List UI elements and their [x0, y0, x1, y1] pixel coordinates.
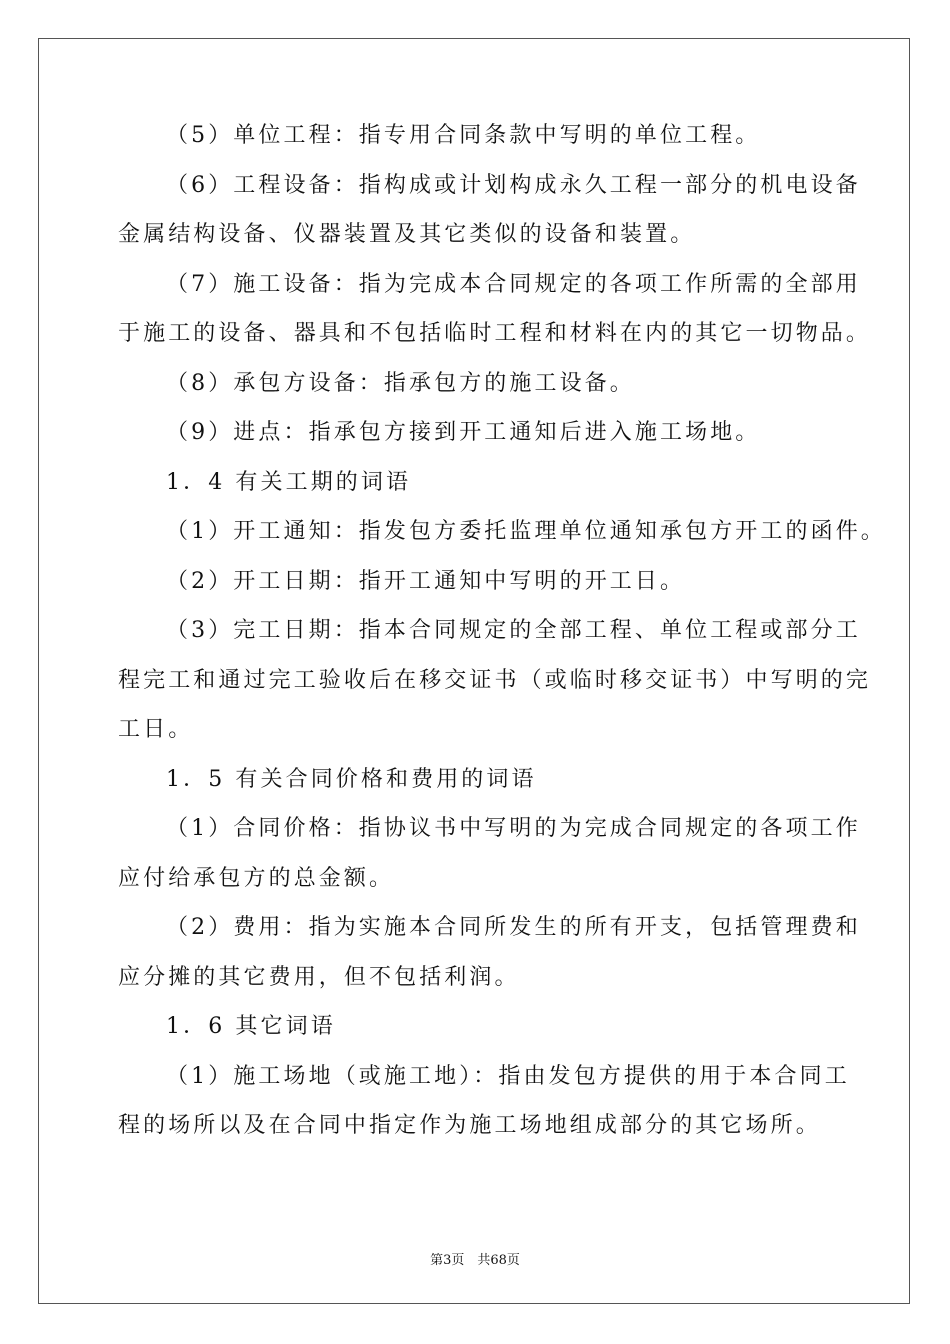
text-line: 应分摊的其它费用，但不包括利润。: [118, 964, 520, 990]
text-line: （1）施工场地（或施工地）：指由发包方提供的用于本合同工: [166, 1063, 850, 1089]
text-line: （3）完工日期：指本合同规定的全部工程、单位工程或部分工: [166, 618, 861, 643]
text-line: 1．5 有关合同价格和费用的词语: [166, 766, 537, 792]
text-line: （2）费用：指为实施本合同所发生的所有开支，包括管理费和: [166, 915, 861, 940]
text-line: （8）承包方设备：指承包方的施工设备。: [166, 370, 635, 396]
text-line: （2）开工日期：指开工通知中写明的开工日。: [166, 568, 686, 594]
text-line: （7）施工设备：指为完成本合同规定的各项工作所需的全部用: [166, 271, 861, 297]
text-line: （1）合同价格：指协议书中写明的为完成合同规定的各项工作: [166, 816, 861, 841]
page-footer: 第3页 共68页: [430, 1253, 520, 1268]
document-body: [118, 123, 886, 1164]
text-line: 1．4 有关工期的词语: [166, 469, 412, 495]
text-line: （9）进点：指承包方接到开工通知后进入施工场地。: [166, 420, 761, 445]
text-line: （1）开工通知：指发包方委托监理单位通知承包方开工的函件。: [166, 519, 886, 544]
text-line: 程完工和通过完工验收后在移交证书（或临时移交证书）中写明的完: [118, 667, 872, 693]
text-line: 于施工的设备、器具和不包括临时工程和材料在内的其它一切物品。: [118, 321, 872, 346]
text-line: 应付给承包方的总金额。: [118, 865, 395, 891]
text-line: 工日。: [118, 717, 194, 742]
text-line: 金属结构设备、仪器装置及其它类似的设备和装置。: [118, 222, 696, 247]
text-line: （6）工程设备：指构成或计划构成永久工程一部分的机电设备: [166, 172, 861, 198]
text-line: 程的场所以及在合同中指定作为施工场地组成部分的其它场所。: [118, 1113, 821, 1138]
text-line: （5）单位工程：指专用合同条款中写明的单位工程。: [166, 123, 761, 148]
text-line: 1．6 其它词语: [166, 1014, 336, 1039]
